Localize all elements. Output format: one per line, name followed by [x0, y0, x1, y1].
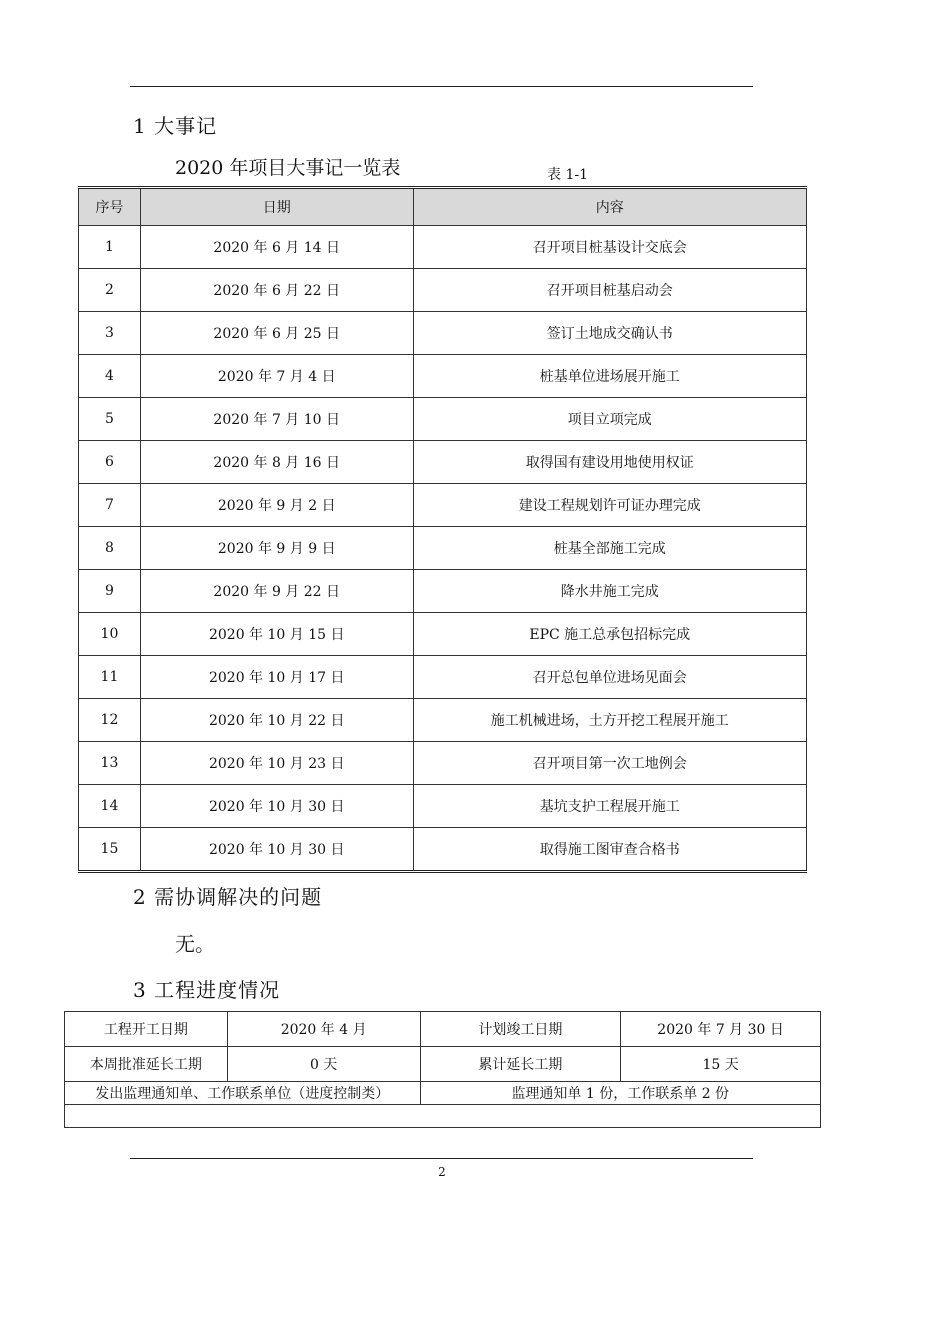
progress-row: [65, 1012, 821, 1047]
row-content: 召开项目第一次工地例会: [413, 742, 806, 785]
row-index: 13: [79, 742, 141, 785]
weekly-extension-label: 本周批准延长工期: [65, 1047, 228, 1082]
row-date: 2020 年 8 月 16 日: [140, 441, 413, 484]
header-date: 日期: [140, 188, 413, 226]
weekly-extension-value: 0 天: [227, 1047, 420, 1082]
footer-rule: [130, 1158, 753, 1159]
row-content: 取得国有建设用地使用权证: [413, 441, 806, 484]
table-row: [79, 785, 807, 828]
progress-empty-row: [65, 1105, 821, 1128]
table-row: [79, 312, 807, 355]
row-date: 2020 年 6 月 22 日: [140, 269, 413, 312]
start-date-label: 工程开工日期: [65, 1012, 228, 1047]
table-row: [79, 355, 807, 398]
start-date-value: 2020 年 4 月: [227, 1012, 420, 1047]
row-content: 召开项目桩基设计交底会: [413, 226, 806, 269]
row-date: 2020 年 7 月 10 日: [140, 398, 413, 441]
completion-date-value: 2020 年 7 月 30 日: [621, 1012, 821, 1047]
table-row: [79, 742, 807, 785]
row-content: 施工机械进场，土方开挖工程展开施工: [413, 699, 806, 742]
section2-body: 无。: [175, 932, 215, 956]
row-content: 签订土地成交确认书: [413, 312, 806, 355]
row-content: 取得施工图审查合格书: [413, 828, 806, 872]
events-table: [78, 186, 807, 873]
table-row: [79, 269, 807, 312]
row-index: 8: [79, 527, 141, 570]
table-row: [79, 484, 807, 527]
section2-heading: 2 需协调解决的问题: [133, 885, 323, 909]
row-index: 4: [79, 355, 141, 398]
progress-table: [64, 1011, 821, 1128]
row-date: 2020 年 6 月 14 日: [140, 226, 413, 269]
table-row: [79, 828, 807, 872]
row-index: 11: [79, 656, 141, 699]
row-index: 6: [79, 441, 141, 484]
row-index: 9: [79, 570, 141, 613]
notices-value: 监理通知单 1 份，工作联系单 2 份: [420, 1082, 820, 1105]
row-index: 12: [79, 699, 141, 742]
header-rule: [130, 86, 753, 87]
progress-row: [65, 1082, 821, 1105]
header-content: 内容: [413, 188, 806, 226]
table-row: [79, 699, 807, 742]
total-extension-label: 累计延长工期: [420, 1047, 621, 1082]
row-content: EPC 施工总承包招标完成: [413, 613, 806, 656]
empty-cell: [65, 1105, 821, 1128]
progress-row: [65, 1047, 821, 1082]
row-date: 2020 年 6 月 25 日: [140, 312, 413, 355]
row-content: 桩基单位进场展开施工: [413, 355, 806, 398]
row-date: 2020 年 10 月 17 日: [140, 656, 413, 699]
row-date: 2020 年 10 月 30 日: [140, 828, 413, 872]
row-date: 2020 年 9 月 2 日: [140, 484, 413, 527]
row-index: 7: [79, 484, 141, 527]
page-number: 2: [438, 1165, 446, 1179]
row-date: 2020 年 10 月 15 日: [140, 613, 413, 656]
row-content: 召开总包单位进场见面会: [413, 656, 806, 699]
row-content: 召开项目桩基启动会: [413, 269, 806, 312]
row-content: 基坑支护工程展开施工: [413, 785, 806, 828]
row-index: 15: [79, 828, 141, 872]
row-content: 项目立项完成: [413, 398, 806, 441]
table-caption: 2020 年项目大事记一览表: [175, 157, 401, 179]
row-index: 1: [79, 226, 141, 269]
row-date: 2020 年 9 月 22 日: [140, 570, 413, 613]
notices-label: 发出监理通知单、工作联系单位（进度控制类）: [65, 1082, 421, 1105]
row-date: 2020 年 10 月 22 日: [140, 699, 413, 742]
table-row: [79, 570, 807, 613]
row-date: 2020 年 10 月 30 日: [140, 785, 413, 828]
row-index: 10: [79, 613, 141, 656]
section3-heading: 3 工程进度情况: [133, 978, 281, 1002]
table-row: [79, 441, 807, 484]
table-row: [79, 226, 807, 269]
row-date: 2020 年 7 月 4 日: [140, 355, 413, 398]
table-header-row: [79, 188, 807, 226]
table-row: [79, 656, 807, 699]
row-content: 降水井施工完成: [413, 570, 806, 613]
row-date: 2020 年 9 月 9 日: [140, 527, 413, 570]
total-extension-value: 15 天: [621, 1047, 821, 1082]
row-index: 5: [79, 398, 141, 441]
row-date: 2020 年 10 月 23 日: [140, 742, 413, 785]
row-content: 桩基全部施工完成: [413, 527, 806, 570]
header-index: 序号: [79, 188, 141, 226]
row-index: 2: [79, 269, 141, 312]
table-row: [79, 398, 807, 441]
row-index: 14: [79, 785, 141, 828]
table-row: [79, 613, 807, 656]
row-content: 建设工程规划许可证办理完成: [413, 484, 806, 527]
table-number: 表 1-1: [547, 167, 588, 183]
section1-heading: 1 大事记: [133, 114, 218, 138]
completion-date-label: 计划竣工日期: [420, 1012, 621, 1047]
table-row: [79, 527, 807, 570]
row-index: 3: [79, 312, 141, 355]
